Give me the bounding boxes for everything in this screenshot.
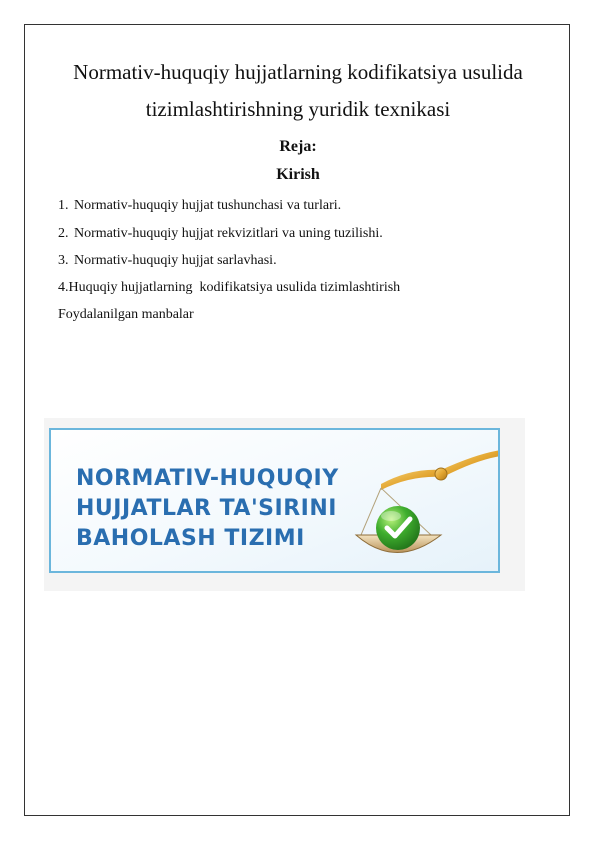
toc-item-3 — [58, 253, 277, 269]
toc-item-text: Foydalanilgan manbalar — [58, 307, 194, 322]
banner-frame — [49, 428, 500, 573]
toc-item-text: 4.Huquqiy hujjatlarning kodifikatsiya usulida tizimlashtirish — [58, 280, 401, 295]
toc-item-number: 2. — [58, 226, 69, 241]
banner-line-3: BAHOLASH TIZIMI — [76, 526, 305, 551]
document-title-line-2: tizimlashtirishning yuridik texnikasi — [145, 97, 451, 121]
toc-item-text: Normativ-huquqiy hujjat rekvizitlari va uning tuzilishi. — [74, 226, 383, 241]
toc-item-1 — [58, 198, 341, 214]
toc-item-text: Normativ-huquqiy hujjat sarlavhasi. — [74, 253, 277, 268]
banner-image — [44, 418, 525, 591]
toc-item-2 — [58, 226, 383, 242]
intro-heading: Kirish — [276, 166, 320, 183]
toc-item-text: Normativ-huquqiy hujjat tushunchasi va turlari. — [74, 198, 342, 213]
toc-item-4 — [58, 280, 400, 296]
document-title-line-1: Normativ-huquqiy hujjatlarning kodifikatsiya usulida — [73, 60, 523, 84]
banner-text — [76, 464, 339, 554]
scales-with-checkmark-icon — [351, 430, 500, 573]
plan-heading: Reja: — [279, 138, 317, 155]
toc-item-number: 1. — [58, 198, 69, 213]
banner-line-1: NORMATIV-HUQUQIY — [76, 466, 339, 491]
toc-item-number: 3. — [58, 253, 69, 268]
banner-line-2: HUJJATLAR TA'SIRINI — [76, 496, 337, 521]
toc-item-5 — [58, 307, 194, 323]
